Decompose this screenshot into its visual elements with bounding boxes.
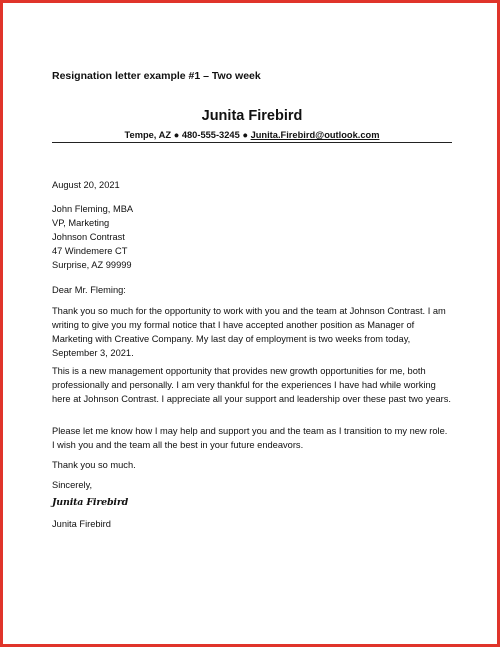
sender-email-link[interactable]: Junita.Firebird@outlook.com bbox=[250, 130, 380, 140]
bullet-separator: ● bbox=[242, 130, 248, 140]
body-paragraph: Thank you so much for the opportunity to work with you and the team at Johnson Contrast. I am writing to give you my formal notice that I have accepted another position as Manager of Marketing with Creative Company. My last day of employment is two weeks from today, September 3, 2021. bbox=[52, 306, 446, 358]
closing-line: Sincerely, bbox=[52, 480, 93, 490]
recipient-street: 47 Windemere CT bbox=[52, 246, 128, 256]
recipient-address bbox=[52, 202, 133, 272]
recipient-name: John Fleming, MBA bbox=[52, 204, 134, 214]
sender-contact-line bbox=[52, 128, 452, 142]
recipient-city: Surprise, AZ 99999 bbox=[52, 260, 132, 270]
body-paragraph: Please let me know how I may help and support you and the team as I transition to my new role. I wish you and the team all the best in your future endeavors. bbox=[52, 426, 448, 450]
bullet-separator: ● bbox=[173, 130, 180, 140]
recipient-title: VP, Marketing bbox=[52, 218, 110, 228]
thanks-line: Thank you so much. bbox=[52, 460, 136, 470]
body-paragraph: This is a new management opportunity that provides new growth opportunities for me, both professionally and personally. I am very thankful for the experiences I have had while working here at Johnson Contrast. I appreciate all your support and leadership over these past two years. bbox=[52, 366, 451, 404]
salutation: Dear Mr. Fleming: bbox=[52, 285, 126, 295]
header-divider bbox=[52, 142, 452, 143]
document-heading: Resignation letter example #1 – Two week bbox=[52, 70, 261, 82]
recipient-company: Johnson Contrast bbox=[52, 232, 125, 242]
letter-date: August 20, 2021 bbox=[52, 180, 120, 190]
handwritten-signature: Junita Firebird bbox=[52, 497, 129, 508]
sender-phone: 480-555-3245 bbox=[181, 130, 240, 140]
signer-name: Junita Firebird bbox=[52, 519, 111, 529]
sender-location: Tempe, AZ bbox=[124, 130, 172, 140]
sender-name: Junita Firebird bbox=[201, 108, 303, 124]
